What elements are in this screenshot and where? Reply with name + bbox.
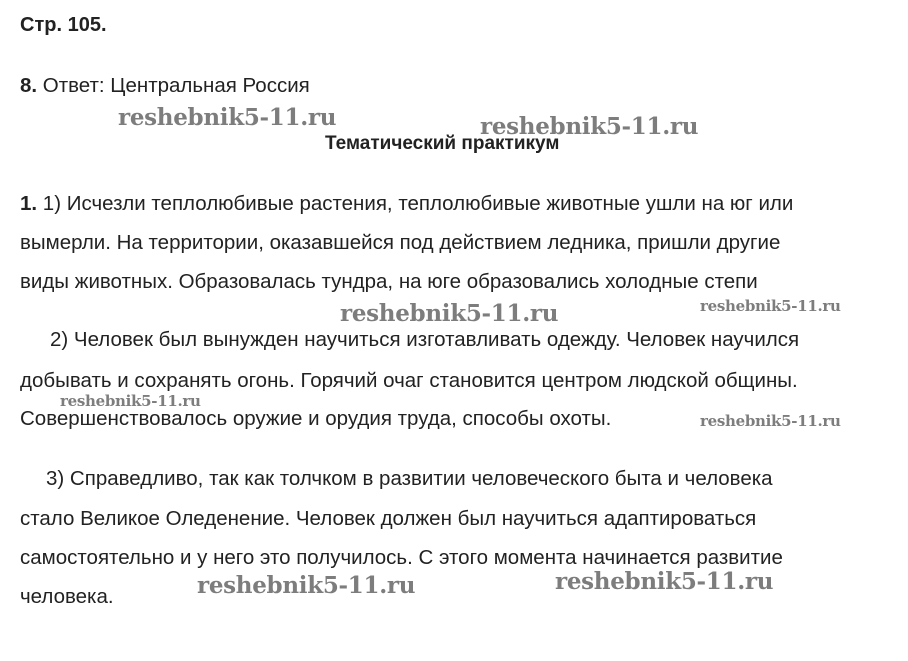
paragraph-line: 2) Человек был вынужден научиться изготавливать одежду. Человек научился [50, 328, 800, 351]
paragraph-line: 1. 1) Исчезли теплолюбивые растения, теплолюбивые животные ушли на юг или [20, 192, 794, 215]
paragraph-line: человека. [20, 585, 114, 608]
watermark: reshebnik5-11.ru [700, 412, 841, 430]
paragraph-line: Совершенствовалось оружие и орудия труда, способы охоты. [20, 407, 612, 430]
paragraph-line: виды животных. Образовалась тундра, на юге образовались холодные степи [20, 270, 758, 293]
paragraph-line: самостоятельно и у него это получилось. С этого момента начинается развитие [20, 546, 783, 569]
watermark: reshebnik5-11.ru [197, 572, 416, 599]
watermark: reshebnik5-11.ru [700, 297, 841, 315]
watermark: reshebnik5-11.ru [340, 300, 559, 327]
section-title: Тематический практикум [325, 133, 560, 154]
watermark: reshebnik5-11.ru [118, 104, 337, 131]
answer-8 [20, 74, 310, 98]
watermark: reshebnik5-11.ru [480, 113, 699, 140]
item-number: 8. [20, 74, 38, 97]
paragraph-line: 3) Справедливо, так как толчком в развитии человеческого быта и человека [46, 467, 773, 490]
watermark: reshebnik5-11.ru [555, 568, 774, 595]
answer-text: Ответ: Центральная Россия [37, 74, 310, 97]
paragraph-line: вымерли. На территории, оказавшейся под действием ледника, пришли другие [20, 231, 781, 254]
item-number: 1. [20, 192, 38, 215]
watermark: reshebnik5-11.ru [60, 392, 201, 410]
paragraph-line: стало Великое Оледенение. Человек должен был научиться адаптироваться [20, 507, 757, 530]
page-number: Стр. 105. [20, 14, 107, 36]
paragraph-line: добывать и сохранять огонь. Горячий очаг становится центром людской общины. [20, 369, 798, 392]
